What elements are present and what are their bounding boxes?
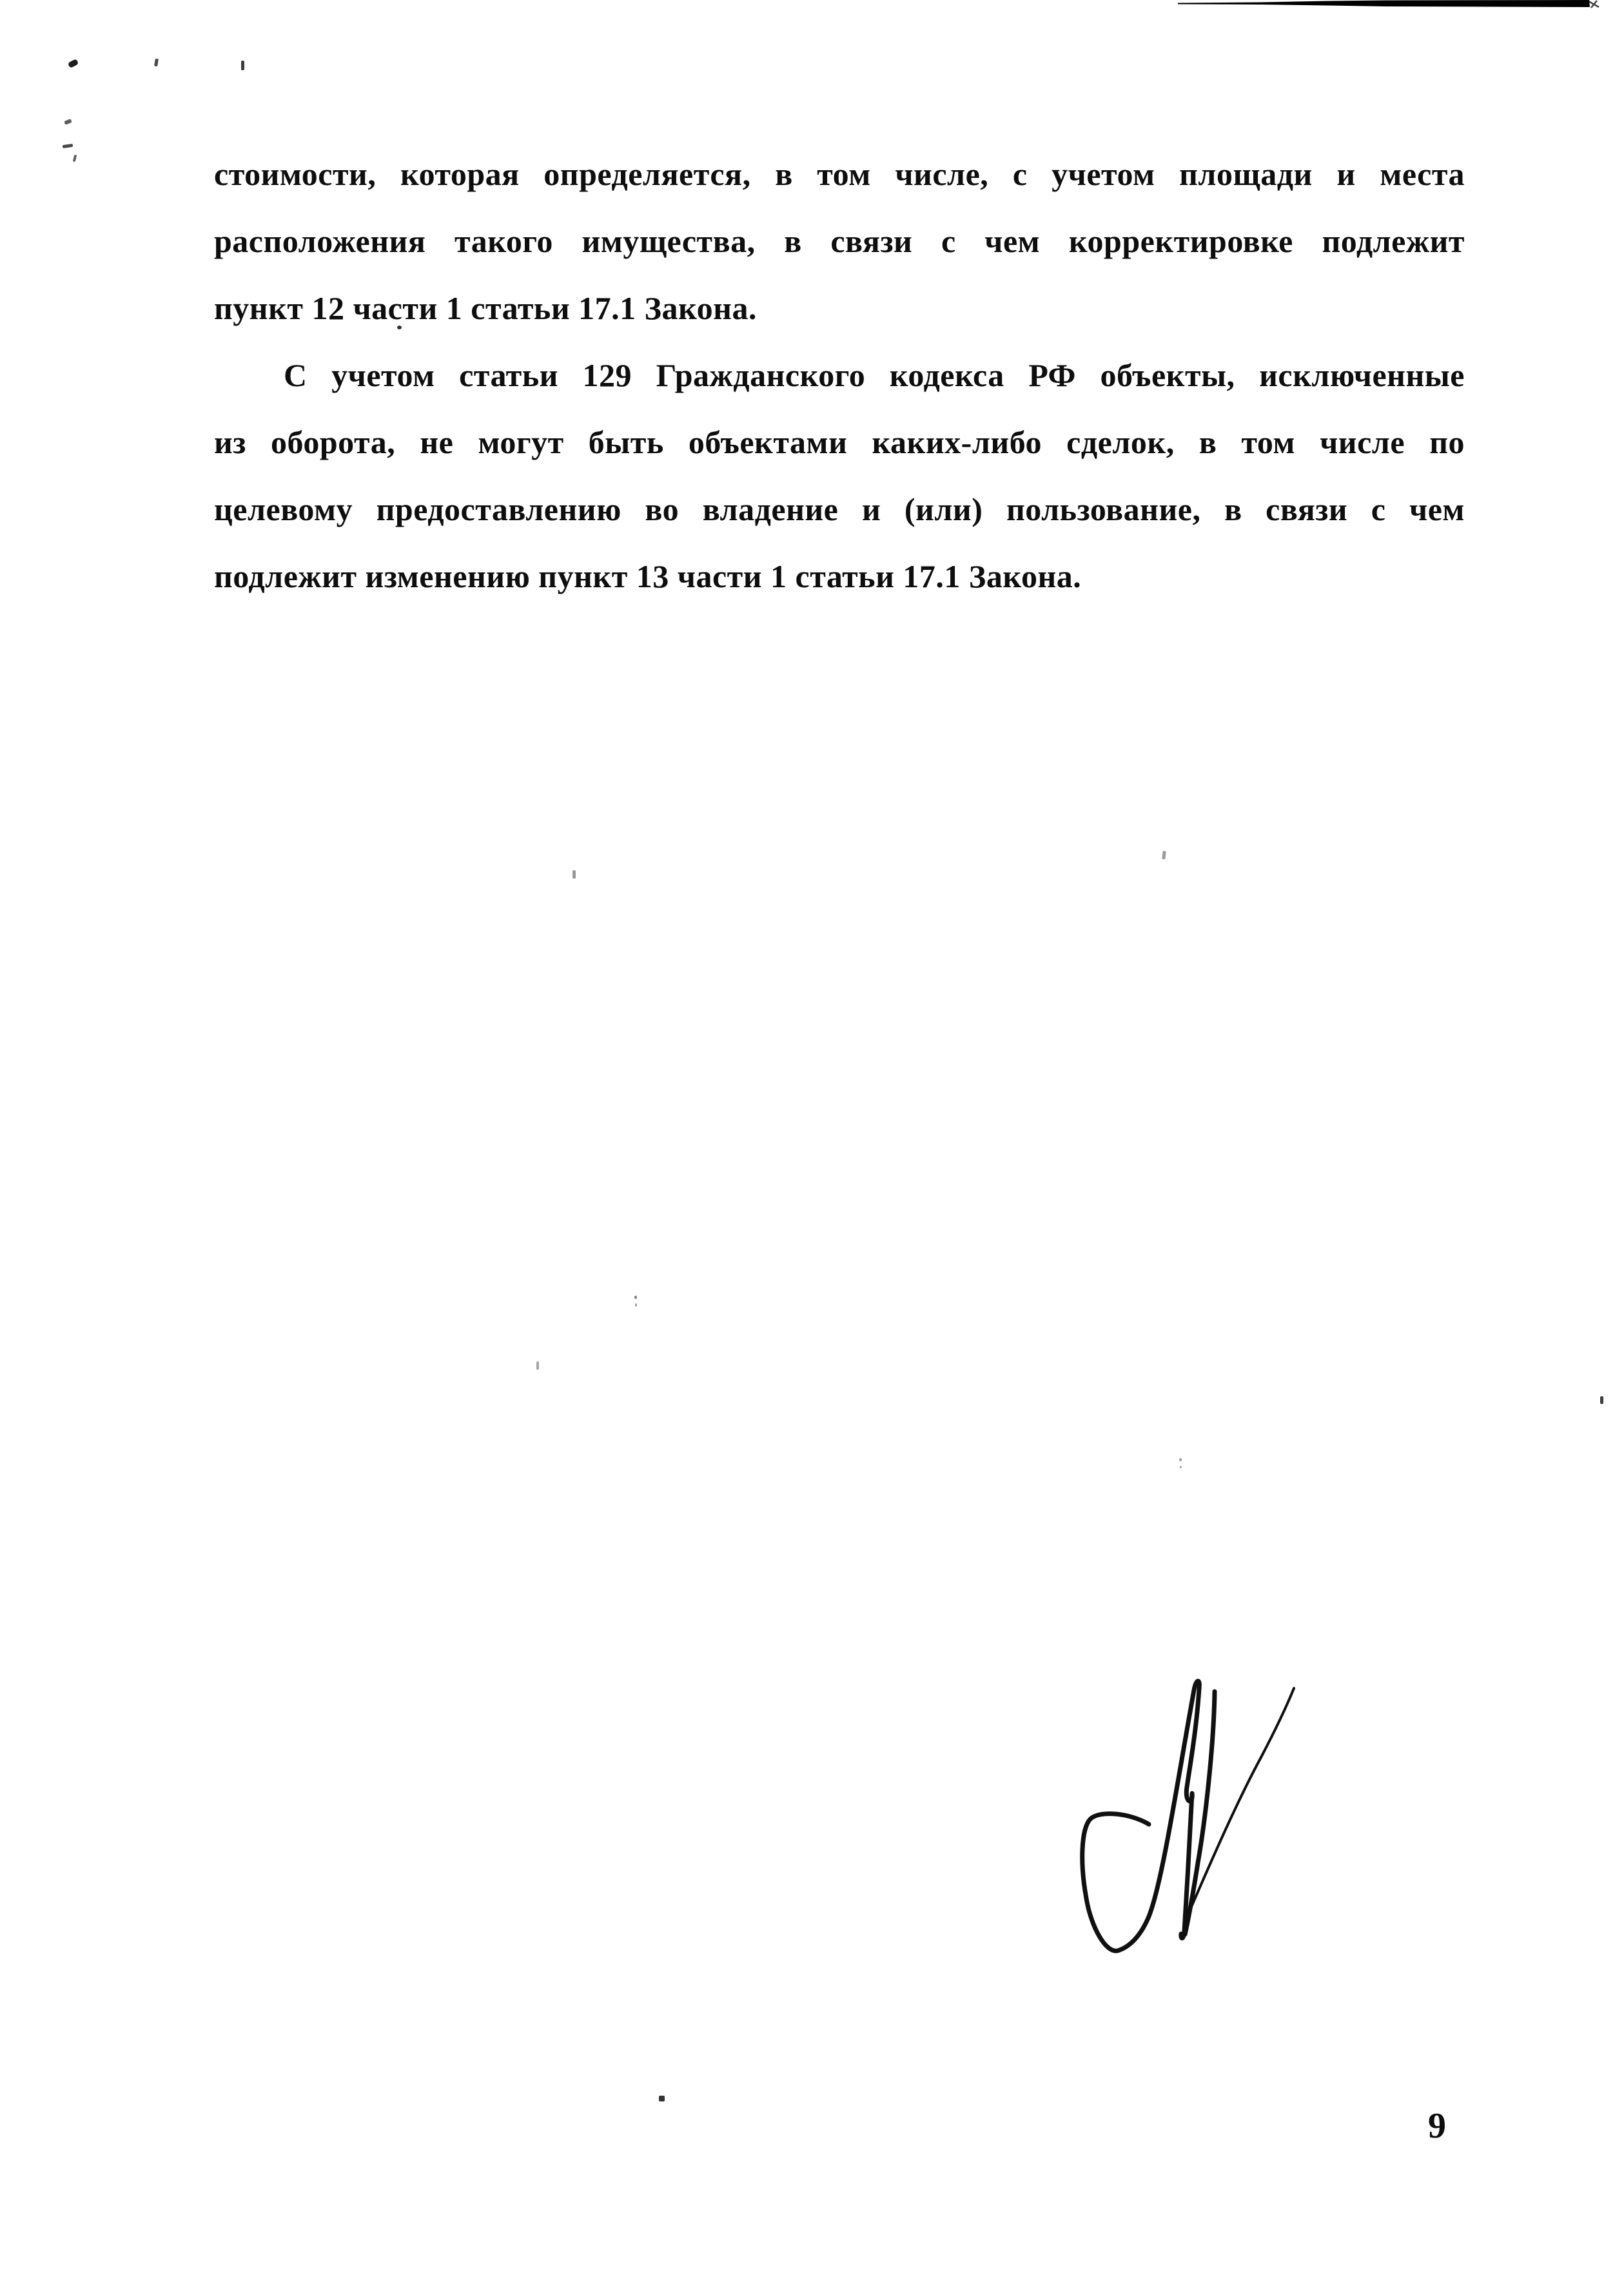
scan-artifact-line <box>0 0 1624 12</box>
text-line: из оборота, не могут быть объектами каких-либо сделок, в том числе по <box>214 424 1465 460</box>
scan-speck <box>1179 1458 1182 1461</box>
text-line: С учетом статьи 129 Гражданского кодекса РФ объекты, исключенные <box>284 357 1465 393</box>
scan-speck <box>63 144 73 148</box>
text-line: целевому предоставлению во владение и (или) пользование, в связи с чем <box>214 491 1465 527</box>
scan-speck <box>536 1361 539 1370</box>
signature <box>1070 1650 1315 1966</box>
page-number: 9 <box>1428 2106 1446 2146</box>
scan-speck <box>64 119 72 125</box>
scan-speck <box>1600 1396 1603 1404</box>
scan-speck <box>572 870 576 879</box>
text-line: пункт 12 части 1 статьи 17.1 Закона. <box>214 290 757 326</box>
scan-speck <box>634 1296 637 1299</box>
text-line: стоимости, которая определяется, в том числе, с учетом площади и места <box>214 156 1465 192</box>
document-body-text <box>214 141 1465 610</box>
scan-speck <box>68 59 79 68</box>
scan-speck <box>659 2096 665 2101</box>
scan-speck <box>154 59 159 67</box>
text-line: расположения такого имущества, в связи с чем корректировке подлежит <box>214 223 1465 259</box>
scan-speck <box>635 1303 637 1307</box>
scan-speck <box>1180 1466 1182 1468</box>
scan-speck <box>1162 851 1166 859</box>
scan-speck <box>241 61 244 70</box>
scan-speck <box>73 155 77 162</box>
text-line: подлежит изменению пункт 13 части 1 статьи 17.1 Закона. <box>214 558 1082 594</box>
